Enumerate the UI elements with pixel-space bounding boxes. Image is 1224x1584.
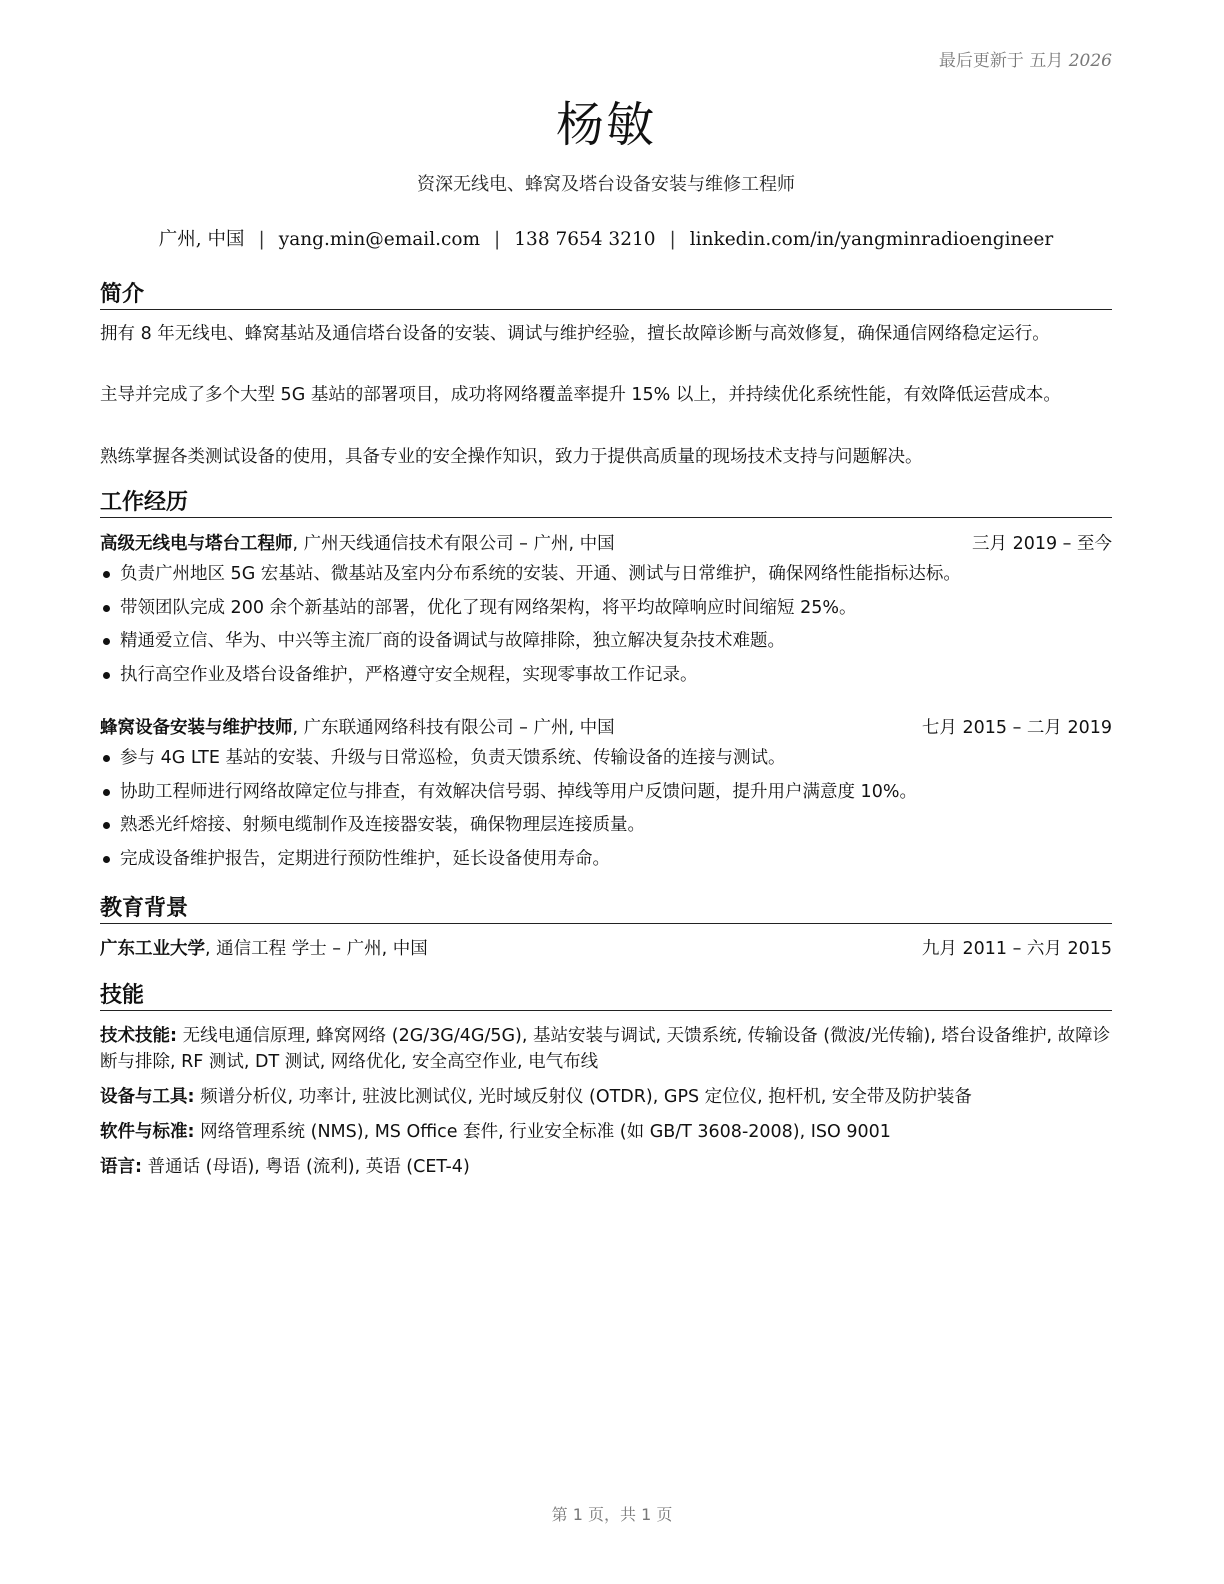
summary-paragraph: 熟练掌握各类测试设备的使用，具备专业的安全操作知识，致力于提供高质量的现场技术支持与问题解决。	[100, 447, 923, 467]
contact-location: 广州, 中国	[158, 229, 245, 250]
job-bullets	[100, 561, 1112, 695]
skill-label: 软件与标准:	[100, 1122, 195, 1142]
job-bullet: 协助工程师进行网络故障定位与排查，有效解决信号弱、掉线等用户反馈问题，提升用户满意度 10%。	[100, 779, 1112, 813]
summary-paragraph: 主导并完成了多个大型 5G 基站的部署项目，成功将网络覆盖率提升 15% 以上，并持续优化系统性能，有效降低运营成本。	[100, 385, 1061, 405]
summary-paragraph: 拥有 8 年无线电、蜂窝基站及通信塔台设备的安装、调试与维护经验，擅长故障诊断与高效修复，确保通信网络稳定运行。	[100, 324, 1050, 344]
education-entry	[100, 936, 1112, 962]
skill-value: 网络管理系统 (NMS), MS Office 套件, 行业安全标准 (如 GB/T 3608-2008), ISO 9001	[194, 1122, 891, 1142]
job-header	[100, 715, 1112, 741]
section-title-education: 教育背景	[100, 891, 1112, 924]
contact-email[interactable]: yang.min@email.com	[278, 229, 481, 250]
job-bullet: 参与 4G LTE 基站的安装、升级与日常巡检，负责天馈系统、传输设备的连接与测试。	[100, 745, 1112, 779]
skill-value: 普通话 (母语), 粤语 (流利), 英语 (CET-4)	[142, 1157, 470, 1177]
candidate-name: 杨敏	[555, 97, 656, 153]
education-dates: 九月 2011 – 六月 2015	[921, 939, 1112, 959]
education-school: 广东工业大学	[100, 939, 205, 959]
job-bullet: 带领团队完成 200 余个新基站的部署，优化了现有网络架构，将平均故障响应时间缩短 25%。	[100, 595, 1112, 629]
skill-value: 频谱分析仪, 功率计, 驻波比测试仪, 光时域反射仪 (OTDR), GPS 定位仪, 抱杆机, 安全带及防护装备	[194, 1087, 972, 1107]
last-updated-month: 五月	[1029, 51, 1064, 71]
job-title: 蜂窝设备安装与维护技师	[100, 718, 293, 738]
resume-page	[100, 0, 1112, 1584]
candidate-headline: 资深无线电、蜂窝及塔台设备安装与维修工程师	[417, 174, 795, 195]
job-company: , 广州天线通信技术有限公司 – 广州, 中国	[292, 534, 615, 554]
job-title: 高级无线电与塔台工程师	[100, 534, 293, 554]
skill-line	[100, 1023, 1112, 1075]
job-company: , 广东联通网络科技有限公司 – 广州, 中国	[292, 718, 615, 738]
skill-label: 技术技能:	[100, 1026, 177, 1046]
job-dates: 三月 2019 – 至今	[972, 534, 1112, 554]
job-bullet: 执行高空作业及塔台设备维护，严格遵守安全规程，实现零事故工作记录。	[100, 662, 1112, 696]
last-updated-label: 最后更新于	[938, 51, 1024, 71]
contact-separator: |	[494, 229, 501, 250]
contact-phone: 138 7654 3210	[514, 229, 656, 250]
skill-line	[100, 1084, 1112, 1110]
job-dates: 七月 2015 – 二月 2019	[921, 718, 1112, 738]
section-title-experience: 工作经历	[100, 485, 1112, 518]
last-updated-year: 2026	[1068, 51, 1112, 71]
job-bullet: 熟悉光纤熔接、射频电缆制作及连接器安装，确保物理层连接质量。	[100, 812, 1112, 846]
last-updated	[939, 46, 1112, 71]
section-title-skills: 技能	[100, 978, 1112, 1011]
skill-label: 语言:	[100, 1157, 142, 1177]
job-bullet: 完成设备维护报告，定期进行预防性维护，延长设备使用寿命。	[100, 846, 1112, 880]
contact-separator: |	[258, 229, 265, 250]
skill-line	[100, 1154, 1112, 1180]
contact-linkedin[interactable]: linkedin.com/in/yangminradioengineer	[689, 229, 1054, 250]
job-header	[100, 531, 1112, 557]
job-bullet: 负责广州地区 5G 宏基站、微基站及室内分布系统的安装、开通、测试与日常维护，确保网络性能指标达标。	[100, 561, 1112, 595]
contact-separator: |	[669, 229, 676, 250]
skill-label: 设备与工具:	[100, 1087, 195, 1107]
contact-line	[100, 225, 1112, 251]
section-title-summary: 简介	[100, 277, 1112, 310]
skill-line	[100, 1119, 1112, 1145]
skill-value: 无线电通信原理, 蜂窝网络 (2G/3G/4G/5G), 基站安装与调试, 天馈系统, 传输设备 (微波/光传输), 塔台设备维护, 故障诊断与排除, RF 测试, DT 测试, 网络优化, 安全高空作业, 电气布线	[100, 1026, 1111, 1072]
page-number: 第 1 页，共 1 页	[551, 1505, 673, 1524]
education-detail: , 通信工程 学士 – 广州, 中国	[205, 939, 428, 959]
job-bullets	[100, 745, 1112, 879]
job-bullet: 精通爱立信、华为、中兴等主流厂商的设备调试与故障排除，独立解决复杂技术难题。	[100, 628, 1112, 662]
